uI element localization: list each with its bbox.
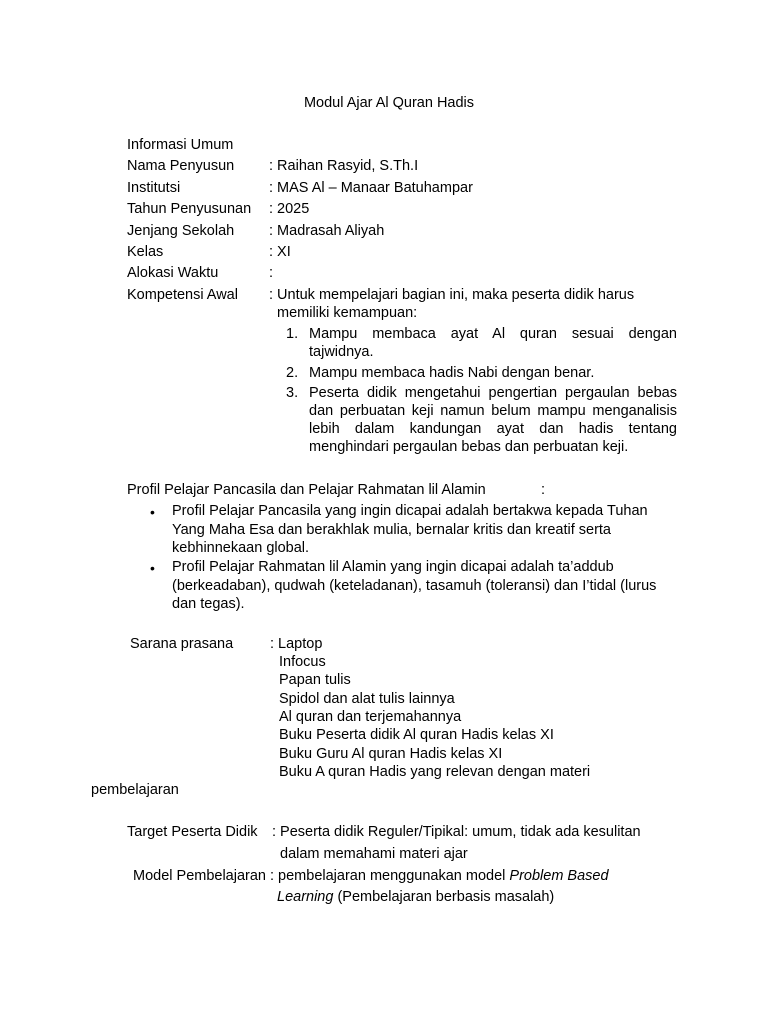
sarana-item: Infocus xyxy=(279,654,326,670)
bullet-icon: • xyxy=(150,504,155,520)
sarana-item: : Laptop xyxy=(270,636,323,652)
sarana-item: Spidol dan alat tulis lainnya xyxy=(279,691,455,707)
label-institusi: Institutsi xyxy=(127,180,181,196)
list-item: Mampu membaca hadis Nabi dengan benar. xyxy=(309,365,595,381)
value-nama-penyusun: : Raihan Rasyid, S.Th.I xyxy=(269,158,419,174)
model-value: : pembelajaran menggunakan model Problem Based xyxy=(270,868,609,884)
value-institusi: : MAS Al – Manaar Batuhampar xyxy=(269,180,473,196)
sarana-item: Buku Guru Al quran Hadis kelas XI xyxy=(279,746,503,762)
sarana-item: Al quran dan terjemahannya xyxy=(279,709,462,725)
target-value: : Peserta didik Reguler/Tipikal: umum, tidak ada kesulitan xyxy=(272,824,641,840)
model-label: Model Pembelajaran xyxy=(133,868,266,884)
sarana-label: Sarana prasana xyxy=(130,636,234,652)
value-tahun-penyusunan: : 2025 xyxy=(269,201,310,217)
profil-colon: : xyxy=(541,482,546,498)
label-jenjang-sekolah: Jenjang Sekolah xyxy=(127,223,235,239)
target-label: Target Peserta Didik xyxy=(127,824,258,840)
model-continuation: Learning (Pembelajaran berbasis masalah) xyxy=(277,889,555,905)
profil-heading: Profil Pelajar Pancasila dan Pelajar Rahmatan lil Alamin xyxy=(127,482,486,498)
value-kelas: : XI xyxy=(269,244,291,260)
sarana-item: Buku Peserta didik Al quran Hadis kelas XI xyxy=(279,727,554,743)
list-item: Peserta didik mengetahui pengertian pergaulan bebas dan perbuatan keji namun belum mampu menganalisis lebih dalam kandungan ayat dan hadis tentang menghindari pergaulan bebas dan perbuatan keji. xyxy=(309,385,677,455)
sarana-item: Papan tulis xyxy=(279,672,351,688)
value-kompetensi-awal: : Untuk mempelajari bagian ini, maka peserta didik harus xyxy=(269,287,635,303)
info-heading: Informasi Umum xyxy=(127,137,234,153)
sarana-wrap: pembelajaran xyxy=(91,782,179,798)
label-nama-penyusun: Nama Penyusun xyxy=(127,158,235,174)
value-jenjang-sekolah: : Madrasah Aliyah xyxy=(269,223,385,239)
list-item: Mampu membaca ayat Al quran sesuai dengan tajwidnya. xyxy=(309,326,677,360)
profil-item-pancasila: Profil Pelajar Pancasila yang ingin dicapai adalah bertakwa kepada Tuhan Yang Maha Esa dan berakhlak mulia, bernalar kritis dan kreatif serta kebhinnekaan global. xyxy=(172,503,648,556)
list-number: 2. xyxy=(286,365,299,381)
profil-item-rahmatan: Profil Pelajar Rahmatan lil Alamin yang ingin dicapai adalah ta’addub (berkeadaban), qudwah (keteladanan), tasamuh (toleransi) dan I’tidal (lurus dan tegas). xyxy=(172,559,657,612)
document-title: Modul Ajar Al Quran Hadis xyxy=(303,95,475,111)
sarana-item: Buku A quran Hadis yang relevan dengan materi xyxy=(279,764,591,780)
label-alokasi-waktu: Alokasi Waktu xyxy=(127,265,219,281)
list-number: 3. xyxy=(286,385,299,401)
kompetensi-continuation: memiliki kemampuan: xyxy=(277,305,418,321)
value-alokasi-waktu: : xyxy=(269,265,274,281)
bullet-icon: • xyxy=(150,560,155,576)
label-kelas: Kelas xyxy=(127,244,164,260)
target-continuation: dalam memahami materi ajar xyxy=(280,846,468,862)
list-number: 1. xyxy=(286,326,299,342)
label-tahun-penyusunan: Tahun Penyusunan xyxy=(127,201,252,217)
label-kompetensi-awal: Kompetensi Awal xyxy=(127,287,238,303)
